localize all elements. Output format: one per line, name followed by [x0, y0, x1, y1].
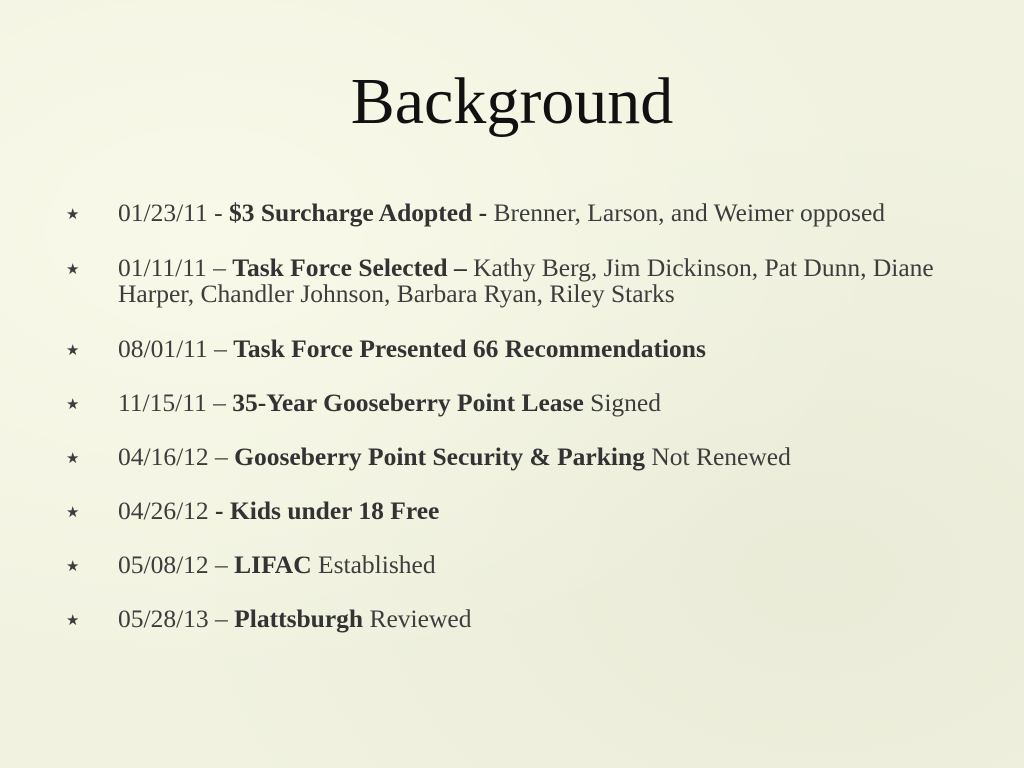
- star-icon: ★: [66, 503, 80, 521]
- star-icon: ★: [66, 205, 80, 223]
- item-headline: $3 Surcharge Adopted -: [228, 198, 488, 227]
- item-date: 05/28/13: [118, 604, 209, 633]
- item-separator: –: [208, 442, 235, 471]
- item-detail: Not Renewed: [644, 442, 791, 471]
- list-item: [66, 390, 946, 416]
- list-item: [66, 336, 946, 362]
- item-headline: - Kids under 18 Free: [215, 496, 440, 525]
- list-item: [66, 606, 946, 632]
- list-item: [66, 255, 946, 307]
- item-separator: –: [207, 334, 234, 363]
- item-detail: Signed: [583, 388, 661, 417]
- list-item: [66, 498, 946, 524]
- item-date: 05/08/12: [118, 550, 209, 579]
- item-headline: LIFAC: [234, 550, 312, 579]
- item-headline: Task Force Selected –: [232, 253, 467, 282]
- item-separator: –: [206, 253, 233, 282]
- star-icon: ★: [66, 557, 80, 575]
- item-date: 04/16/12: [118, 442, 209, 471]
- list-item: [66, 444, 946, 470]
- star-icon: ★: [66, 341, 80, 359]
- slide-title: Background: [350, 65, 674, 138]
- item-headline: Plattsburgh: [234, 604, 364, 633]
- item-headline: Task Force Presented 66 Recommendations: [233, 334, 706, 363]
- item-separator: –: [208, 604, 235, 633]
- item-detail: Brenner, Larson, and Weimer opposed: [487, 198, 886, 227]
- item-headline: Gooseberry Point Security & Parking: [234, 442, 645, 471]
- star-icon: ★: [66, 260, 80, 278]
- item-detail: Kathy Berg, Jim Dickinson, Pat Dunn, Diane Harper, Chandler Johnson, Barbara Ryan, Riley Starks: [118, 253, 934, 308]
- item-date: 11/15/11: [118, 388, 207, 417]
- item-separator: –: [208, 550, 235, 579]
- star-icon: ★: [66, 449, 80, 467]
- star-icon: ★: [66, 395, 80, 413]
- list-item: [66, 552, 946, 578]
- item-date: 04/26/12: [118, 496, 209, 525]
- item-date: 01/23/11: [118, 198, 208, 227]
- item-separator: –: [206, 388, 233, 417]
- item-date: 08/01/11: [118, 334, 208, 363]
- item-separator: -: [207, 198, 229, 227]
- list-item: [66, 200, 946, 226]
- bullet-list: [66, 200, 946, 660]
- item-headline: 35-Year Gooseberry Point Lease: [232, 388, 584, 417]
- item-detail: Established: [311, 550, 436, 579]
- item-date: 01/11/11: [118, 253, 207, 282]
- star-icon: ★: [66, 611, 80, 629]
- item-detail: Reviewed: [363, 604, 472, 633]
